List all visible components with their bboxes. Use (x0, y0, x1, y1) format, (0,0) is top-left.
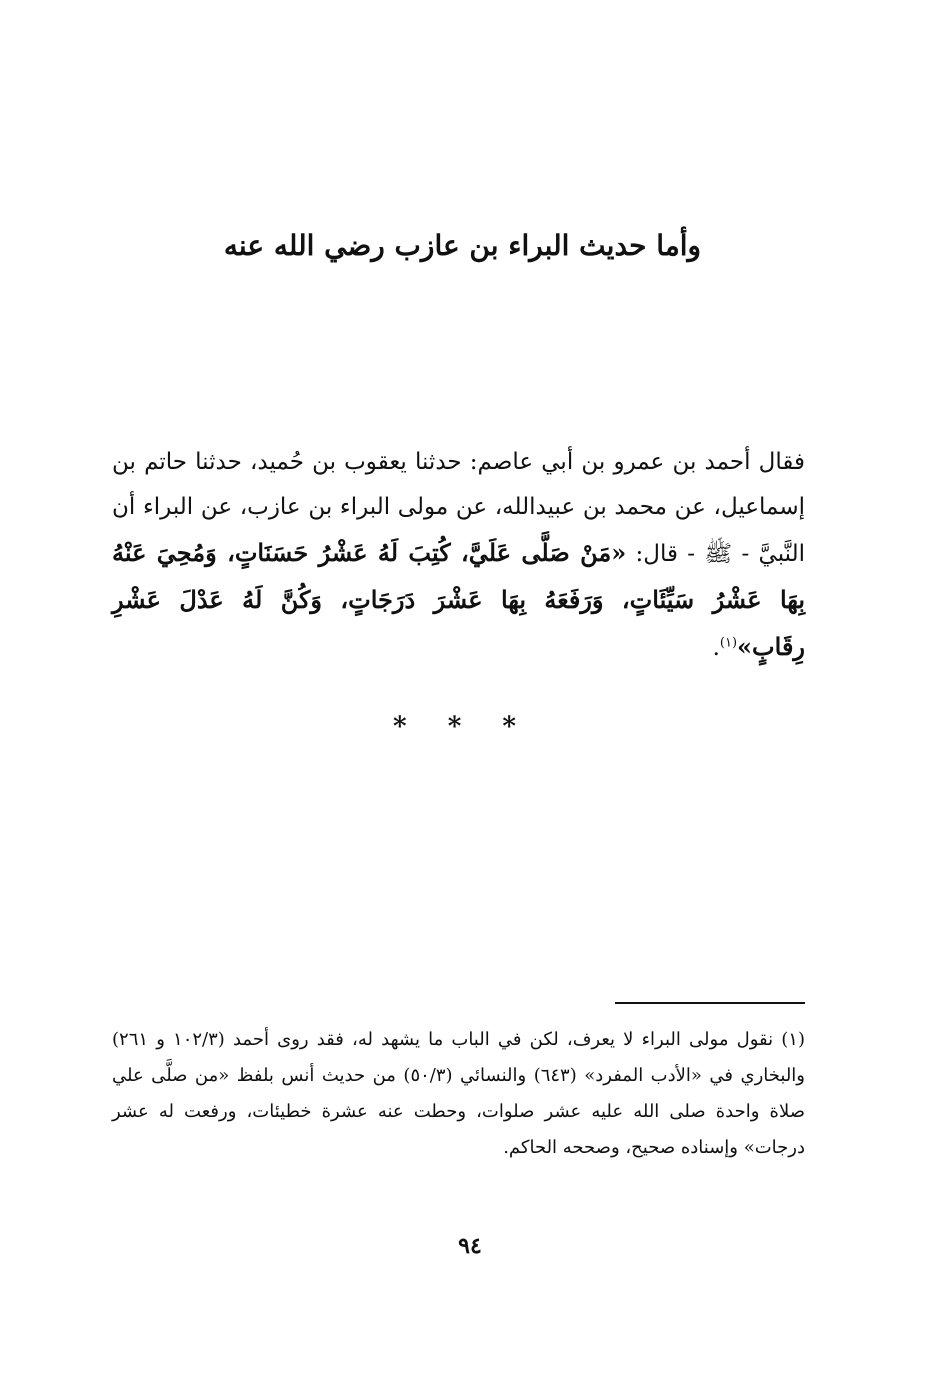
footnote-divider (615, 1002, 805, 1004)
hadith-text: «مَنْ صَلَّى عَلَيَّ، كُتِبَ لَهُ عَشْرُ حَسَنَاتٍ، وَمُحِيَ عَنْهُ بِهَا عَشْرُ سَيِّئَاتٍ، وَرَفَعَهُ بِهَا عَشْرَ دَرَجَاتٍ، وَكُنَّ لَهُ عَدْلَ عَشْرِ رِقَابٍ» (112, 538, 805, 661)
section-separator: * * * (393, 712, 532, 742)
paragraph-end: . (712, 635, 720, 661)
page-number: ٩٤ (458, 1233, 482, 1259)
footnote-reference[interactable]: (١) (719, 635, 738, 651)
page-heading: وأما حديث البراء بن عازب رضي الله عنه (223, 229, 702, 262)
footnote-text: (١) نقول مولى البراء لا يعرف، لكن في الباب ما يشهد له، فقد روى أحمد (١٠٢/٣ و ٢٦١) والبخاري في «الأدب المفرد» (٦٤٣) والنسائي (٥٠/٣) من حديث أنس بلفظ «من صلَّى علي صلاة واحدة صلى الله عليه عشر صلوات، وحطت عنه عشرة خطيئات، ورفعت له عشر درجات» وإسناده صحيح، وصححه الحاكم. (112, 1029, 805, 1158)
narration-chain: فقال أحمد بن عمرو بن أبي عاصم: حدثنا يعقوب بن حُميد، حدثنا حاتم بن إسماعيل، عن محمد بن عبيدالله، عن مولى البراء بن عازب، عن البراء أن النَّبيَّ - ﷺ - قال: (112, 449, 805, 567)
main-paragraph (112, 440, 805, 671)
